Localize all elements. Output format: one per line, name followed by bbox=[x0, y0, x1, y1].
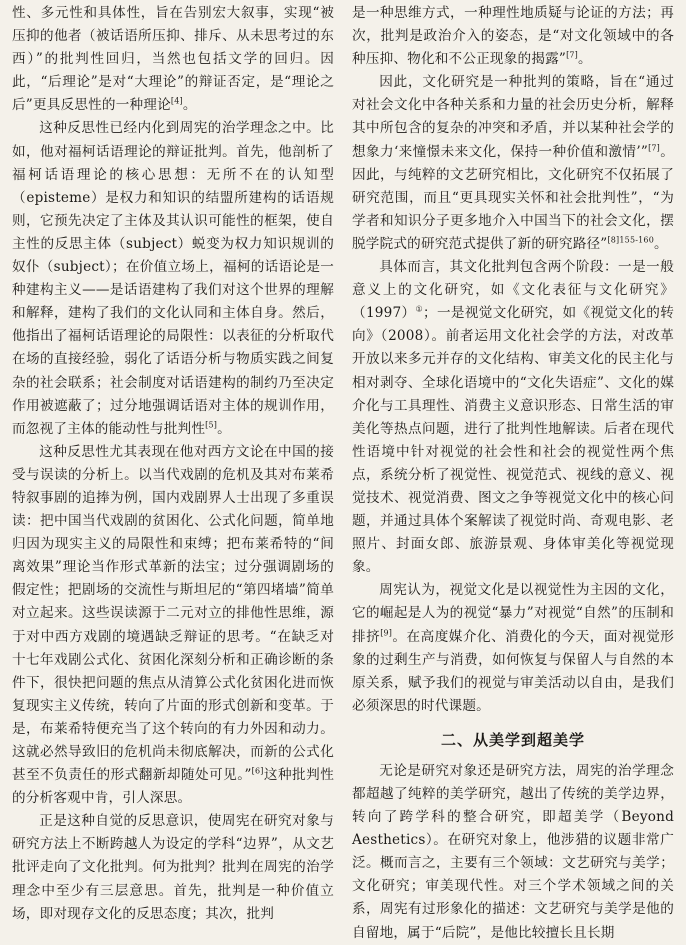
citation-ref: [8]155-160 bbox=[607, 235, 655, 245]
citation-ref: [4] bbox=[170, 96, 183, 106]
paragraph: 这种反思性已经内化到周宪的治学理念之中。比如，他对福柯话语理论的辩证批判。首先，他剖析了福柯话语理论的核心思想：无所不在的认知型（episteme）是权力和知识的结盟所建构的话语规则，它预先决定了主体及其认识可能性的框架，使自主性的反思主体（subject）蜕变为权力知识规训的奴仆（subject）；在价值立场上，福柯的话语论是一种建构主义——是话语建构了我们对这个世界的理解和解释，建构了我们的文化认同和主体自身。然后，他指出了福柯话语理论的局限性：以表征的分析取代在场的直接经验，弱化了话语分析与物质实践之间复杂的社会联系；社会制度对话语建构的制约乃至决定作用被遮蔽了；过分地强调话语对主体的规训作用，而忽视了主体的能动性与批判性[5]。 bbox=[12, 120, 334, 437]
paragraph: 周宪认为，视觉文化是以视觉性为主因的文化，它的崛起是人为的视觉“暴力”对视觉“自然”的压制和排挤[9]。在高度媒介化、消费化的今天，面对视觉形象的过剩生产与消费，如何恢复与保留人与自然的本原关系，赋予我们的视觉与审美活动以自由，是我们必须深思的时代课题。 bbox=[352, 582, 674, 714]
section-heading: 二、从美学到超美学 bbox=[440, 730, 585, 749]
paragraph: 具体而言，其文化批判包含两个阶段：一是一般意义上的文化研究，如《文化表征与文化研究》（1997）①；一是视觉文化研究，如《视觉文化的转向》（2008）。前者运用文化社会学的方法，对改革开放以来多元并存的文化结构、审美文化的民主化与相对剥夺、全球化语境中的“文化失语症”、文化的媒介化与工具理性、消费主义意识形态、日常生活的审美化等热点问题，进行了批判性地解读。后者在现代性语境中针对视觉的社会性和社会的视觉性两个焦点，系统分析了视觉性、视觉范式、视线的意义、视觉技术、视觉消费、图文之争等视觉文化中的核心问题，并通过具体个案解读了视觉时尚、奇观电影、老照片、封面女郎、旅游景观、身体审美化等视觉现象。 bbox=[352, 259, 674, 576]
paragraph: 无论是研究对象还是研究方法，周宪的治学理念都超越了纯粹的美学研究，越出了传统的美学边界，转向了跨学科的整合研究，即超美学（Beyond Aesthetics）。在研究对象上，他涉猎的议题非常广泛。概而言之，主要有三个领域：文艺研究与美学；文化研究；审美现代性。对三个学术领域之间的关系，周宪有过形象化的描述：文艺研究与美学是他的自留地，属于“后院”，是他比较擅长且长期 bbox=[352, 762, 674, 941]
paragraph: 是一种思维方式，一种理性地质疑与论证的方法；再次，批判是政治介入的姿态，是“对文化领域中的各种压抑、物化和不公正现象的揭露”[7]。 bbox=[352, 5, 674, 68]
right-column bbox=[352, 2, 674, 941]
citation-ref: [7] bbox=[648, 143, 660, 153]
paragraph: 这种反思性尤其表现在他对西方文论在中国的接受与误读的分析上。以当代戏剧的危机及其对布莱希特叙事剧的追捧为例，国内戏剧界人士出现了多重误读：把中国当代戏剧的贫困化、公式化问题，简单地归因为现实主义的局限性和束缚；把布莱希特的“间离效果”理论当作形式革新的法宝；过分强调剧场的假定性；把剧场的交流性与斯坦尼的“第四堵墙”简单对立起来。这些误读源于二元对立的排他性思维，源于对中西方戏剧的境遇缺乏辩证的思考。“在缺乏对十七年戏剧公式化、贫困化深刻分析和正确诊断的条件下，很快把问题的焦点从清算公式化贫困化进而恢复现实主义传统，转向了片面的形式创新和变革。于是，布莱希特便充当了这个转向的有力外因和动力。这就必然导致旧的危机尚未彻底解决，而新的公式化甚至不负责任的形式翻新却随处可见。”[6]这种批判性的分析客观中肯，引人深思。 bbox=[12, 443, 334, 807]
paragraph: 性、多元性和具体性，旨在告别宏大叙事，实现“被压抑的他者（被话语所压抑、排斥、从未思考过的东西）”的批判性回归，当然也包括文学的回归。因此，“后理论”是对“大理论”的辩证否定，是“理论之后”更具反思性的一种理论[4]。 bbox=[12, 5, 334, 114]
paragraph: 因此，文化研究是一种批判的策略，旨在“通过对社会文化中各种关系和力量的社会历史分析，解释其中所包含的复杂的冲突和矛盾，并以某种社会学的想象力‘来憧憬未来文化，保持一种价值和激情’”[7]。因此，与纯粹的文艺研究相比，文化研究不仅拓展了研究范围，而且“更具现实关怀和社会批判性”，“为学者和知识分子更多地介入中国当下的社会文化，摆脱学院式的研究范式提供了新的研究路径”$^{[8]155-160}$。 bbox=[352, 74, 674, 252]
citation-ref: [5] bbox=[205, 420, 218, 430]
two-column-body bbox=[12, 2, 674, 941]
citation-ref: [6] bbox=[251, 766, 264, 776]
citation-ref: [7] bbox=[566, 50, 578, 60]
paragraph: 正是这种自觉的反思意识，使周宪在研究对象与研究方法上不断跨越人为设定的学科“边界”，从文艺批评走向了文化批判。何为批判？批判在周宪的治学理念中至少有三层意思。首先，批判是一种价值立场，即对现存文化的反思态度；其次，批判 bbox=[12, 813, 334, 922]
footnote-marker: ① bbox=[415, 304, 423, 314]
citation-ref: [9] bbox=[380, 628, 393, 637]
left-column bbox=[12, 2, 334, 932]
